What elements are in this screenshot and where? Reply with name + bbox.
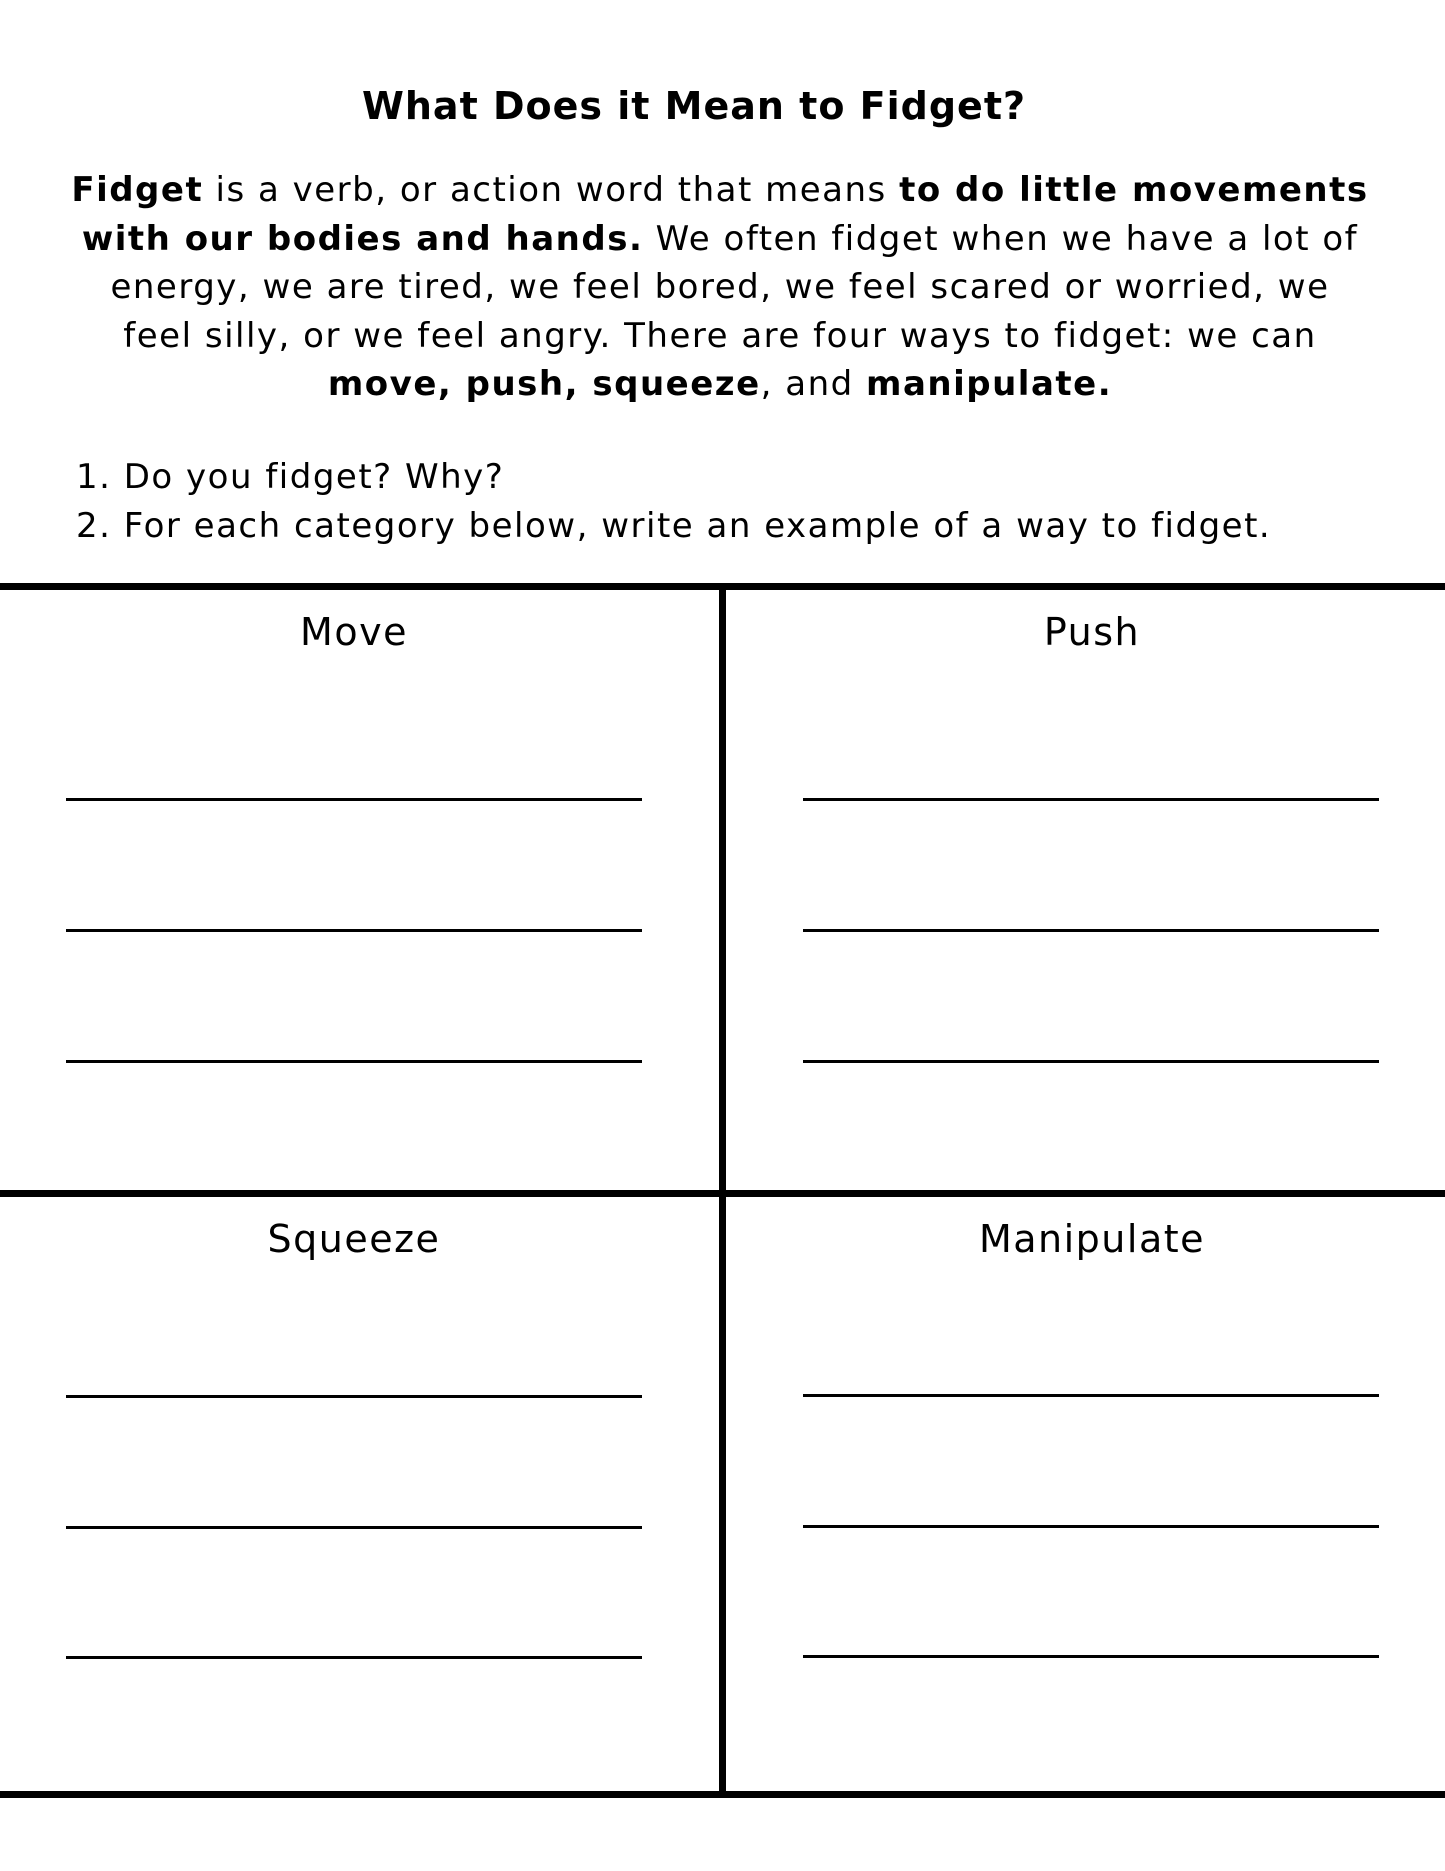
intro-term: Fidget (71, 170, 204, 210)
category-label-squeeze: Squeeze (267, 1217, 441, 1261)
category-label-move: Move (300, 610, 408, 654)
answer-line[interactable] (66, 1060, 642, 1063)
worksheet-title: What Does it Mean to Fidget? (361, 84, 1027, 128)
intro-text: , and (760, 364, 867, 404)
intro-paragraph (70, 166, 1370, 409)
answer-line[interactable] (66, 1656, 642, 1659)
intro-ways: move, push, squeeze (327, 364, 761, 404)
answer-line[interactable] (66, 1526, 642, 1529)
intro-ways: manipulate. (866, 364, 1113, 404)
answer-line[interactable] (66, 798, 642, 801)
answer-line[interactable] (803, 1525, 1379, 1528)
answer-line[interactable] (803, 1394, 1379, 1397)
question-item: 1. Do you fidget? Why? (76, 457, 505, 497)
answer-line[interactable] (803, 929, 1379, 932)
grid-center-divider (719, 583, 726, 1796)
answer-line[interactable] (803, 1060, 1379, 1063)
answer-line[interactable] (803, 798, 1379, 801)
category-label-push: Push (1043, 610, 1141, 654)
answer-line[interactable] (803, 1655, 1379, 1658)
question-list (76, 453, 1271, 550)
intro-text: is a verb, or action word that means (203, 170, 900, 210)
answer-line[interactable] (66, 1395, 642, 1398)
intro-text: We often fidget when we have a lot of energy, we are tired, we feel bored, we feel scared or worried, we feel silly, or we feel angry. There are four ways to fidget: we can (110, 218, 1359, 356)
answer-line[interactable] (66, 929, 642, 932)
question-item: 2. For each category below, write an example of a way to fidget. (76, 505, 1272, 546)
category-label-manipulate: Manipulate (978, 1217, 1206, 1261)
intro-definition: to do little movements with our bodies and hands. (81, 170, 1369, 259)
